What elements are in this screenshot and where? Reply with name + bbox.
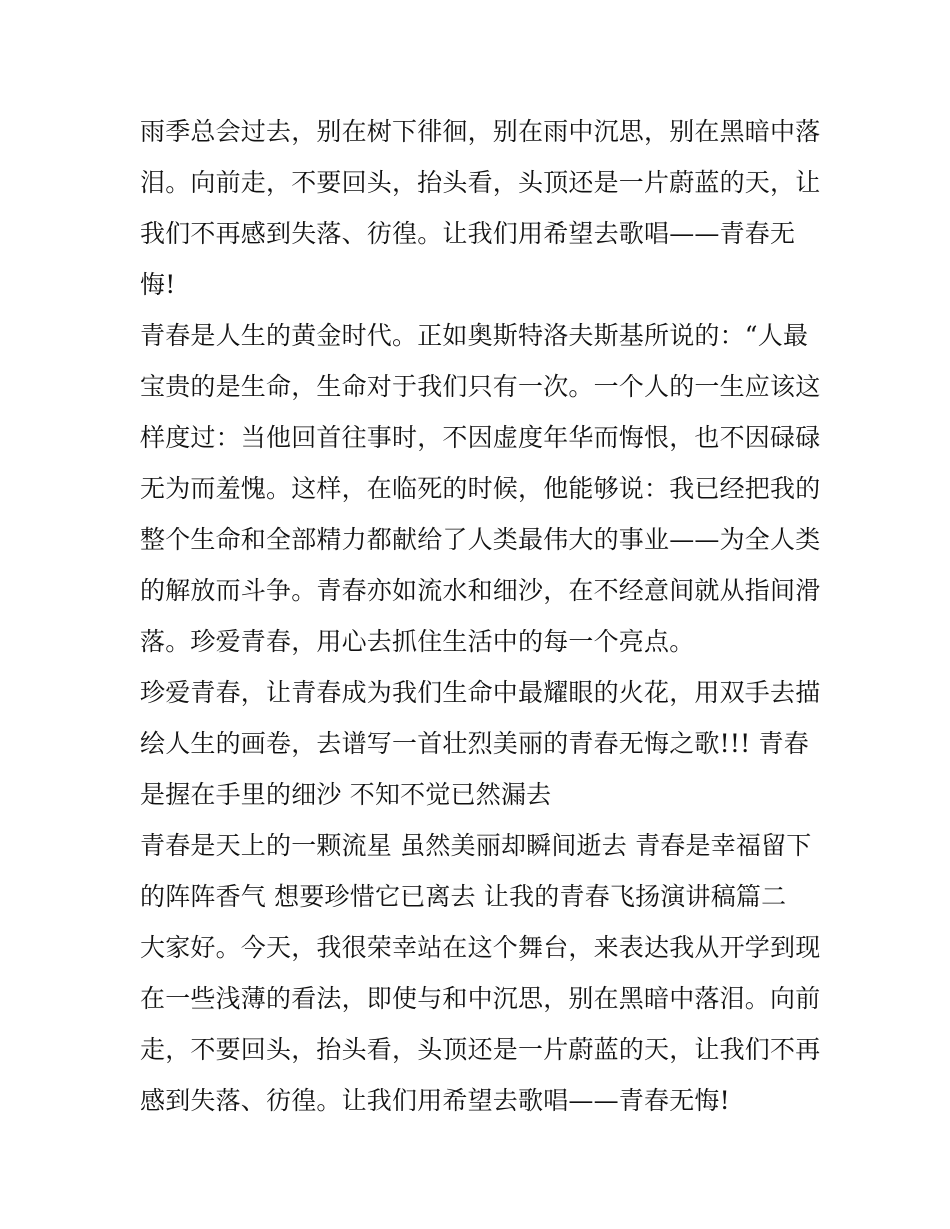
text-line: 大家好。今天，我很荣幸站在这个舞台，来表达我从开学到现 xyxy=(140,933,821,962)
text-line: 在一些浅薄的看法，即使与和中沉思，别在黑暗中落泪。向前 xyxy=(140,984,821,1013)
text-line: 青春是人生的黄金时代。正如奥斯特洛夫斯基所说的：“人最 xyxy=(140,321,809,350)
text-line: 珍爱青春，让青春成为我们生命中最耀眼的火花，用双手去描 xyxy=(140,678,821,707)
text-line: 绘人生的画卷，去谱写一首壮烈美丽的青春无悔之歌!!! 青春 xyxy=(140,729,809,758)
text-line: 整个生命和全部精力都献给了人类最伟大的事业——为全人类 xyxy=(140,525,821,554)
text-line: 落。珍爱青春，用心去抓住生活中的每一个亮点。 xyxy=(140,627,695,656)
text-line: 感到失落、彷徨。让我们用希望去歌唱——青春无悔! xyxy=(140,1086,730,1115)
text-line: 宝贵的是生命，生命对于我们只有一次。一个人的一生应该这 xyxy=(140,372,821,401)
text-line: 的阵阵香气 想要珍惜它已离去 让我的青春飞扬演讲稿篇二 xyxy=(140,882,787,911)
document-body xyxy=(140,106,820,1126)
text-line: 是握在手里的细沙 不知不觉已然漏去 xyxy=(140,780,552,809)
text-line: 无为而羞愧。这样，在临死的时候，他能够说：我已经把我的 xyxy=(140,474,821,503)
text-line: 泪。向前走，不要回头，抬头看，头顶还是一片蔚蓝的天，让 xyxy=(140,168,821,197)
text-line: 雨季总会过去，别在树下徘徊，别在雨中沉思，别在黑暗中落 xyxy=(140,117,821,146)
text-line: 我们不再感到失落、彷徨。让我们用希望去歌唱——青春无 xyxy=(140,219,796,248)
text-line: 的解放而斗争。青春亦如流水和细沙，在不经意间就从指间滑 xyxy=(140,576,821,605)
text-line: 悔! xyxy=(140,270,176,299)
text-line: 走，不要回头，抬头看，头顶还是一片蔚蓝的天，让我们不再 xyxy=(140,1035,821,1064)
text-line: 样度过：当他回首往事时，不因虚度年华而悔恨，也不因碌碌 xyxy=(140,423,821,452)
text-line: 青春是天上的一颗流星 虽然美丽却瞬间逝去 青春是幸福留下 xyxy=(140,831,812,860)
